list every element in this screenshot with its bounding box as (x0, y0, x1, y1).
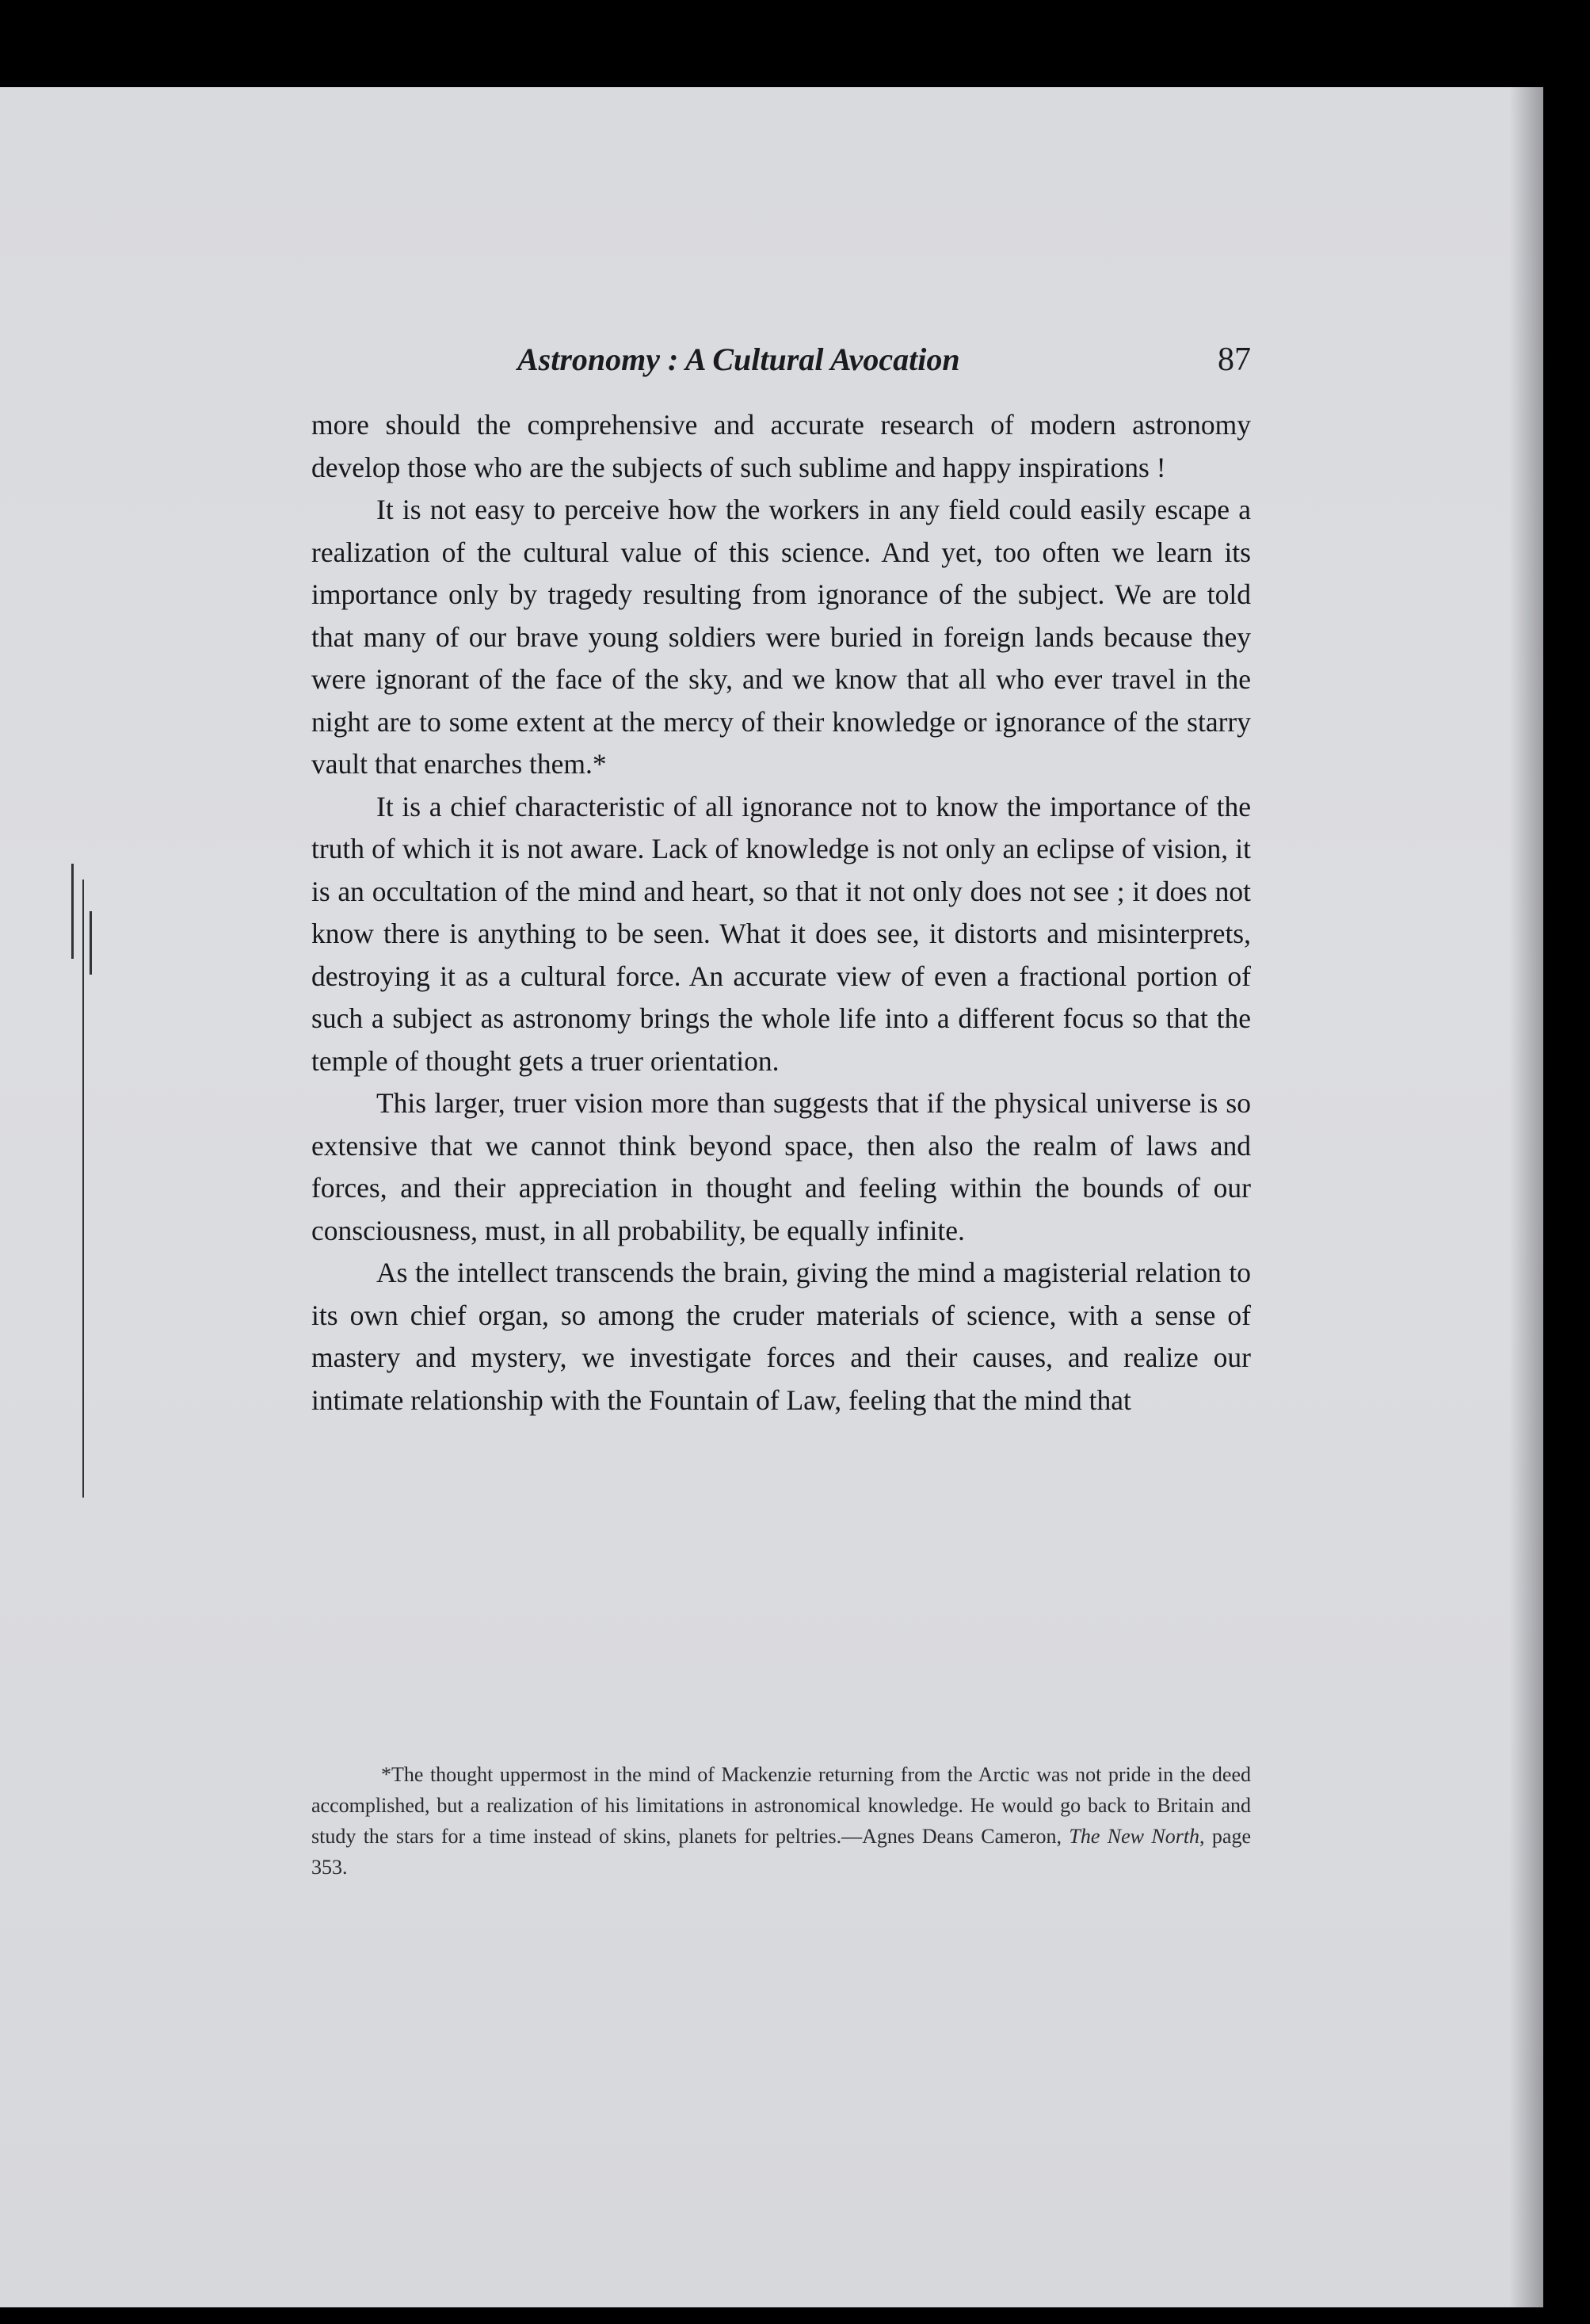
page-edge-shadow (1509, 87, 1543, 2307)
paragraph: It is not easy to perceive how the workers in any field could easily escape a realization of the cultural value of this science. And yet, too often we learn its importance only by tragedy resulting from ignorance of the subject. We are told that many of our brave young soldiers were buried in foreign lands because they were ignorant of the face of the sky, and we know that all who ever travel in the night are to some extent at the mercy of their knowledge or ignorance of the starry vault that enarches them.* (311, 494, 1251, 780)
paragraph: This larger, truer vision more than suggests that if the physical universe is so extensive that we cannot think beyond space, then also the realm of laws and forces, and their appreciation in thought and feeling within the bounds of our consciousness, must, in all probability, be equally infinite. (311, 1087, 1251, 1246)
footnote (311, 1759, 1251, 1883)
scan-border-right (1543, 0, 1590, 2324)
scan-border-bottom (0, 2307, 1590, 2324)
paragraph: It is a chief characteristic of all ignorance not to know the importance of the truth of which it is not aware. Lack of knowledge is not only an eclipse of vision, it is an occultation of the mind and heart, so that it not only does not see ; it does not know there is anything to be seen. What it does see, it distorts and misinterprets, destroying it as a cultural force. An accurate view of even a fractional portion of such a subject as astronomy brings the whole life into a different focus so that the temple of thought gets a truer orientation. (311, 790, 1251, 1077)
page-number: 87 (1218, 342, 1251, 378)
margin-mark (82, 880, 84, 1498)
body-text (311, 404, 1251, 1421)
footnote-source-title: The New North (1069, 1825, 1200, 1848)
margin-mark (90, 911, 92, 975)
footnote-page-ref: , page 353. (311, 1825, 1251, 1879)
footnote-text: *The thought uppermost in the mind of Mackenzie returning from the Arctic was not pride in the deed accomplished, but a realization of his limitations in astronomical knowledge. He would go back to Britain and study the stars for a time instead of skins, planets for peltries.—Agnes Deans Cameron, (311, 1763, 1251, 1848)
running-head (311, 341, 1251, 385)
running-title: Astronomy : A Cultural Avocation (517, 342, 960, 377)
scan-border-top (0, 0, 1590, 95)
paragraph: As the intellect transcends the brain, giving the mind a magisterial relation to its own chief organ, so among the cruder materials of science, with a sense of mastery and mystery, we investigate forces and their causes, and realize our intimate relationship with the Fountain of Law, feeling that the mind that (311, 1257, 1251, 1416)
margin-mark (71, 864, 74, 959)
paragraph: more should the comprehensive and accurate research of modern astronomy develop those who are the subjects of such sublime and happy inspirations ! (311, 409, 1251, 483)
